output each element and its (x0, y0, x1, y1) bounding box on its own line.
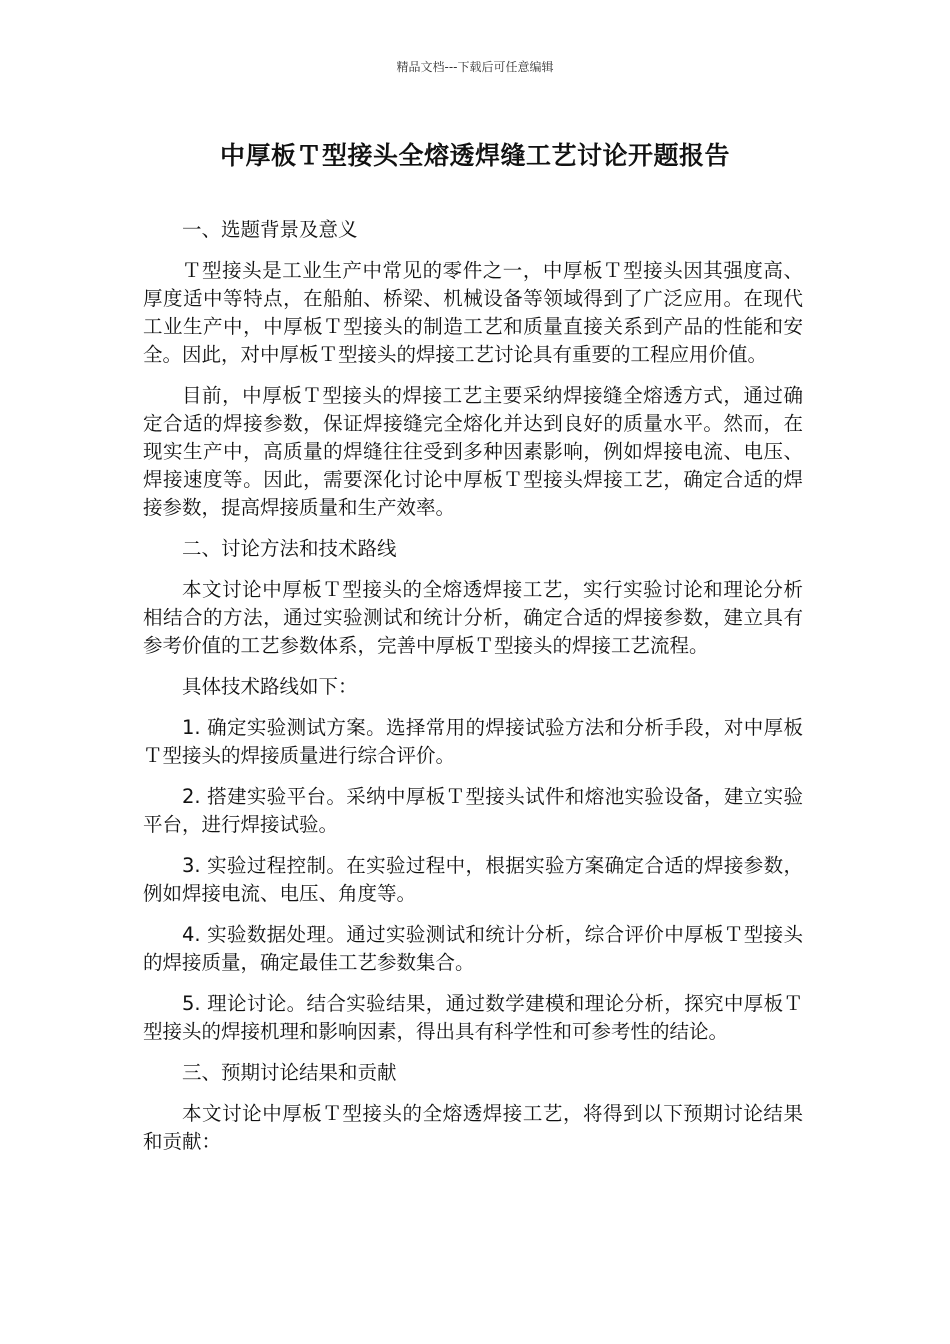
list-item-step-1: 1. 确定实验测试方案。选择常用的焊接试验方法和分析手段，对中厚板Ｔ型接头的焊接质量进行综合评价。 (143, 716, 803, 767)
section-heading-background: 一、选题背景及意义 (182, 218, 358, 241)
section-heading-expected-results: 三、预期讨论结果和贡献 (182, 1061, 397, 1084)
list-item-step-2: 2. 搭建实验平台。采纳中厚板Ｔ型接头试件和熔池实验设备，建立实验平台，进行焊接试验。 (143, 785, 803, 836)
page-title: 中厚板Ｔ型接头全熔透焊缝工艺讨论开题报告 (219, 141, 730, 170)
paragraph-route-intro: 具体技术路线如下： (182, 675, 358, 698)
list-item-step-4: 4. 实验数据处理。通过实验测试和统计分析，综合评价中厚板Ｔ型接头的焊接质量，确定最佳工艺参数集合。 (143, 923, 803, 974)
paragraph-background-2: 目前，中厚板Ｔ型接头的焊接工艺主要采纳焊接缝全熔透方式，通过确定合适的焊接参数，保证焊接缝完全熔化并达到良好的质量水平。然而，在现实生产中，高质量的焊缝往往受到多种因素影响，例如焊接电流、电压、焊接速度等。因此，需要深化讨论中厚板Ｔ型接头焊接工艺，确定合适的焊接参数，提高焊接质量和生产效率。 (143, 384, 803, 519)
list-item-step-5: 5. 理论讨论。结合实验结果，通过数学建模和理论分析，探究中厚板Ｔ型接头的焊接机理和影响因素，得出具有科学性和可参考性的结论。 (143, 992, 803, 1043)
document-body (143, 216, 803, 1169)
paragraph-methods-1: 本文讨论中厚板Ｔ型接头的全熔透焊接工艺，实行实验讨论和理论分析相结合的方法，通过实验测试和统计分析，确定合适的焊接参数，建立具有参考价值的工艺参数体系，完善中厚板Ｔ型接头的焊接工艺流程。 (143, 578, 803, 657)
list-item-step-3: 3. 实验过程控制。在实验过程中，根据实验方案确定合适的焊接参数，例如焊接电流、电压、角度等。 (143, 854, 803, 905)
paragraph-background-1: Ｔ型接头是工业生产中常见的零件之一，中厚板Ｔ型接头因其强度高、厚度适中等特点，在船舶、桥梁、机械设备等领域得到了广泛应用。在现代工业生产中，中厚板Ｔ型接头的制造工艺和质量直接关系到产品的性能和安全。因此，对中厚板Ｔ型接头的焊接工艺讨论具有重要的工程应用价值。 (143, 259, 803, 366)
section-heading-methods: 二、讨论方法和技术路线 (182, 537, 397, 560)
paragraph-expected-results: 本文讨论中厚板Ｔ型接头的全熔透焊接工艺，将得到以下预期讨论结果和贡献： (143, 1102, 803, 1153)
header-note: 精品文档---下载后可任意编辑 (396, 60, 554, 74)
